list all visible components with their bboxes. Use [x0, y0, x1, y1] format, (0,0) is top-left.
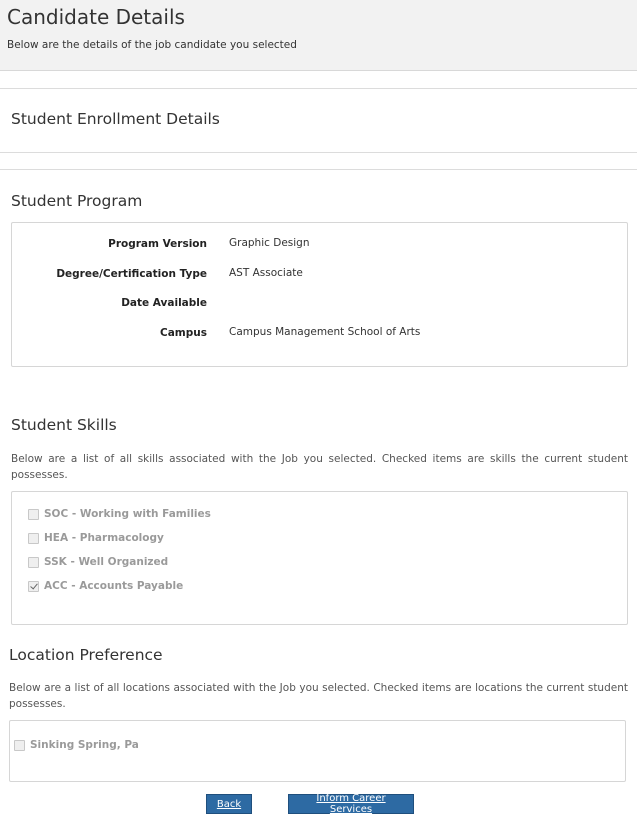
- skills-description: Below are a list of all skills associated with the Job you selected. Checked items are skills the current student possesses.: [11, 453, 628, 481]
- skill-checkbox[interactable]: [28, 557, 39, 568]
- page-header: [0, 0, 637, 71]
- skill-checkbox[interactable]: [28, 581, 39, 592]
- program-version-value: Graphic Design: [229, 237, 310, 249]
- divider: [0, 152, 637, 153]
- location-label: Sinking Spring, Pa: [30, 739, 139, 751]
- location-item: [14, 739, 139, 751]
- location-description: Below are a list of all locations associated with the Job you selected. Checked items are locations the current student possesses.: [9, 682, 628, 710]
- program-version-label: Program Version: [108, 238, 207, 250]
- skill-label: SSK - Well Organized: [44, 556, 169, 568]
- skill-checkbox[interactable]: [28, 509, 39, 520]
- page-title: Candidate Details: [7, 5, 185, 29]
- skill-item: [28, 532, 164, 544]
- location-section-title: Location Preference: [9, 646, 163, 664]
- divider: [0, 88, 637, 89]
- skill-label: ACC - Accounts Payable: [44, 580, 184, 592]
- location-checkbox[interactable]: [14, 740, 25, 751]
- date-available-label: Date Available: [121, 297, 207, 309]
- skills-section-title: Student Skills: [11, 416, 117, 434]
- skill-label: HEA - Pharmacology: [44, 532, 164, 544]
- location-panel: [9, 720, 626, 782]
- divider: [0, 169, 637, 170]
- campus-label: Campus: [160, 327, 207, 339]
- page-subtitle: Below are the details of the job candidate you selected: [7, 39, 297, 51]
- program-panel: [11, 222, 628, 367]
- degree-type-value: AST Associate: [229, 267, 303, 279]
- skill-item: [28, 508, 211, 520]
- skill-item: [28, 580, 183, 592]
- enrollment-section-title: Student Enrollment Details: [11, 110, 220, 128]
- program-section-title: Student Program: [11, 192, 143, 210]
- campus-value: Campus Management School of Arts: [229, 326, 421, 338]
- degree-type-label: Degree/Certification Type: [56, 268, 207, 280]
- skill-item: [28, 556, 168, 568]
- inform-career-services-button[interactable]: Inform Career Services: [288, 794, 414, 814]
- skill-label: SOC - Working with Families: [44, 508, 211, 520]
- back-button[interactable]: Back: [206, 794, 252, 814]
- skill-checkbox[interactable]: [28, 533, 39, 544]
- skills-panel: [11, 491, 628, 625]
